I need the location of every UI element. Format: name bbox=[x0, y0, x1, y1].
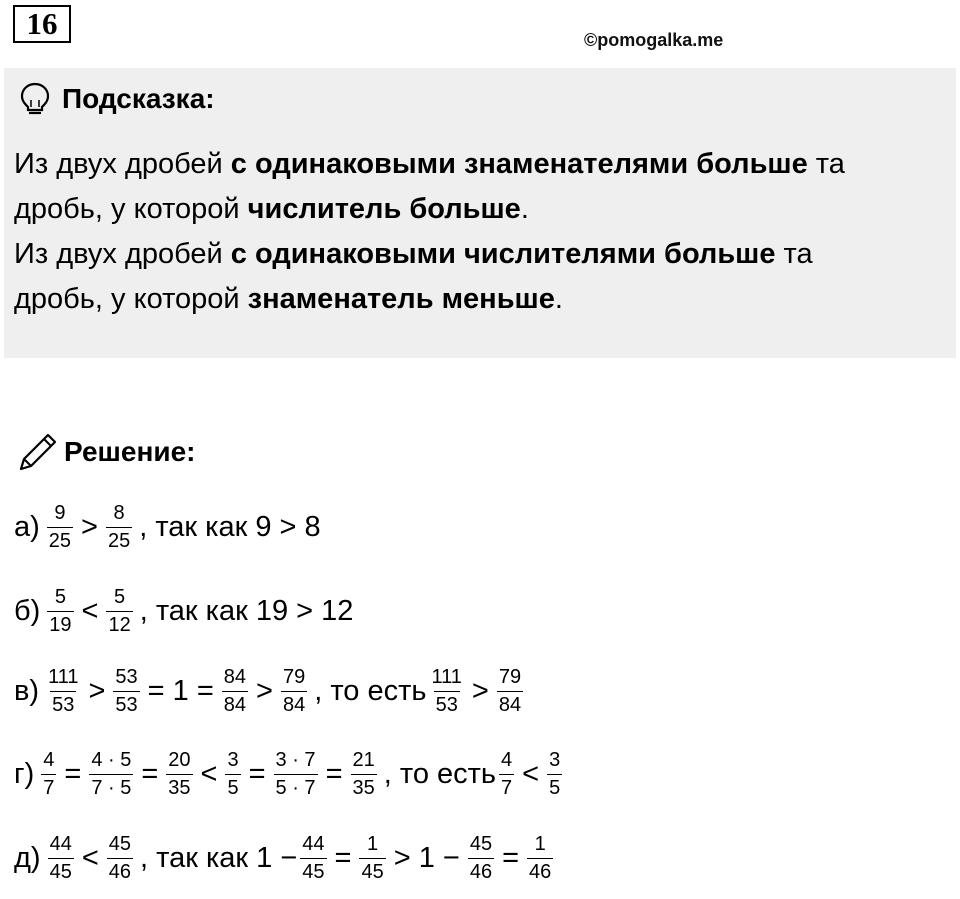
denominator: 7 bbox=[41, 774, 56, 799]
fraction bbox=[281, 667, 307, 716]
numerator: 44 bbox=[49, 833, 72, 855]
explanation-text: , так как 9 > 8 bbox=[139, 511, 321, 543]
numerator: 4 bbox=[43, 749, 55, 771]
fraction bbox=[106, 587, 132, 636]
fraction bbox=[527, 834, 553, 883]
denominator: 25 bbox=[47, 527, 73, 552]
fraction bbox=[225, 750, 240, 799]
operator: < bbox=[81, 842, 99, 874]
row-label: а) bbox=[14, 511, 40, 543]
operator: > bbox=[256, 675, 273, 707]
denominator: 7 bbox=[499, 774, 514, 799]
fraction bbox=[359, 834, 385, 883]
denominator: 46 bbox=[527, 858, 553, 883]
fraction bbox=[48, 834, 74, 883]
solution-row-v bbox=[14, 667, 526, 716]
operator: = bbox=[502, 842, 520, 874]
numerator: 8 bbox=[113, 502, 125, 524]
denominator: 5 bbox=[225, 774, 240, 799]
solution-row-b bbox=[14, 587, 353, 636]
numerator: 45 bbox=[469, 833, 493, 855]
watermark: ©pomogalka.me bbox=[584, 30, 724, 50]
hint-line-2: дробь, у которой числитель больше. bbox=[14, 193, 529, 225]
operator: > bbox=[88, 675, 106, 707]
numerator: 5 bbox=[54, 586, 66, 608]
fraction bbox=[351, 750, 377, 799]
numerator: 111 bbox=[48, 666, 79, 688]
fraction bbox=[274, 750, 318, 799]
numerator: 79 bbox=[498, 666, 522, 688]
hint-line-3: Из двух дробей с одинаковыми числителями больше та bbox=[14, 238, 813, 270]
fraction bbox=[89, 750, 133, 799]
solution-row-g bbox=[14, 750, 565, 799]
numerator: 53 bbox=[115, 666, 138, 688]
hint-title: Подсказка: bbox=[62, 83, 215, 114]
numerator: 3 · 7 bbox=[275, 749, 316, 771]
fraction bbox=[107, 834, 133, 883]
operator: = bbox=[325, 758, 343, 790]
denominator: 25 bbox=[106, 527, 132, 552]
hint-line-1: Из двух дробей с одинаковыми знаменателями больше та bbox=[14, 148, 845, 180]
numerator: 20 bbox=[168, 749, 191, 771]
row-label: г) bbox=[14, 758, 35, 790]
denominator: 46 bbox=[468, 858, 494, 883]
numerator: 4 bbox=[501, 749, 513, 771]
denominator: 35 bbox=[166, 774, 192, 799]
hint-text bbox=[14, 142, 949, 322]
fraction bbox=[113, 667, 139, 716]
denominator: 46 bbox=[107, 858, 133, 883]
denominator: 45 bbox=[359, 858, 385, 883]
task-number: 16 bbox=[13, 5, 71, 43]
denominator: 45 bbox=[48, 858, 74, 883]
operator: > bbox=[471, 675, 489, 707]
explanation-text: , так как 19 > 12 bbox=[139, 595, 354, 627]
denominator: 53 bbox=[50, 691, 76, 716]
operator: < bbox=[200, 758, 218, 790]
operator: = bbox=[248, 758, 266, 790]
operator: < bbox=[522, 758, 540, 790]
fraction bbox=[497, 667, 523, 716]
operator: = 1 = bbox=[147, 675, 214, 707]
solution-header bbox=[18, 432, 195, 472]
fraction bbox=[106, 503, 132, 552]
fraction bbox=[430, 667, 464, 716]
numerator: 45 bbox=[108, 833, 132, 855]
row-label: б) bbox=[14, 595, 41, 627]
explanation-text: , так как 1 − bbox=[140, 842, 298, 874]
operator: = bbox=[141, 758, 159, 790]
numerator: 3 bbox=[227, 749, 239, 771]
operator: > 1 − bbox=[393, 842, 460, 874]
explanation-text: , то есть bbox=[383, 758, 497, 790]
denominator: 53 bbox=[434, 691, 460, 716]
operator: < bbox=[81, 595, 99, 627]
solution-row-d bbox=[14, 834, 556, 883]
denominator: 84 bbox=[222, 691, 248, 716]
fraction bbox=[468, 834, 494, 883]
hint-panel bbox=[4, 68, 956, 358]
denominator: 84 bbox=[281, 691, 307, 716]
denominator: 53 bbox=[113, 691, 139, 716]
fraction bbox=[46, 667, 80, 716]
hint-header bbox=[18, 82, 215, 116]
numerator: 1 bbox=[534, 833, 546, 855]
numerator: 5 bbox=[114, 586, 126, 608]
fraction bbox=[300, 834, 326, 883]
explanation-text: , то есть bbox=[314, 675, 427, 707]
numerator: 4 · 5 bbox=[91, 749, 132, 771]
operator: = bbox=[64, 758, 82, 790]
numerator: 1 bbox=[367, 833, 379, 855]
denominator: 45 bbox=[300, 858, 326, 883]
denominator: 5 · 7 bbox=[274, 774, 318, 799]
fraction bbox=[47, 587, 73, 636]
lightbulb-icon bbox=[18, 82, 52, 116]
denominator: 19 bbox=[47, 611, 73, 636]
numerator: 84 bbox=[223, 666, 247, 688]
denominator: 84 bbox=[497, 691, 523, 716]
row-label: д) bbox=[14, 842, 41, 874]
fraction bbox=[499, 750, 514, 799]
fraction bbox=[41, 750, 56, 799]
denominator: 12 bbox=[106, 611, 132, 636]
denominator: 35 bbox=[351, 774, 377, 799]
row-label: в) bbox=[14, 675, 40, 707]
numerator: 44 bbox=[302, 833, 325, 855]
numerator: 9 bbox=[54, 502, 66, 524]
numerator: 111 bbox=[431, 666, 462, 688]
denominator: 5 bbox=[547, 774, 562, 799]
numerator: 21 bbox=[352, 749, 375, 771]
operator: > bbox=[81, 511, 98, 543]
pencil-icon bbox=[18, 432, 58, 472]
fraction bbox=[547, 750, 562, 799]
fraction bbox=[222, 667, 248, 716]
fraction bbox=[166, 750, 192, 799]
fraction bbox=[47, 503, 73, 552]
hint-line-4: дробь, у которой знаменатель меньше. bbox=[14, 283, 563, 315]
solution-row-a bbox=[14, 503, 321, 552]
operator: = bbox=[334, 842, 352, 874]
denominator: 7 · 5 bbox=[89, 774, 133, 799]
numerator: 79 bbox=[282, 666, 306, 688]
numerator: 3 bbox=[549, 749, 561, 771]
solution-title: Решение: bbox=[64, 436, 196, 467]
